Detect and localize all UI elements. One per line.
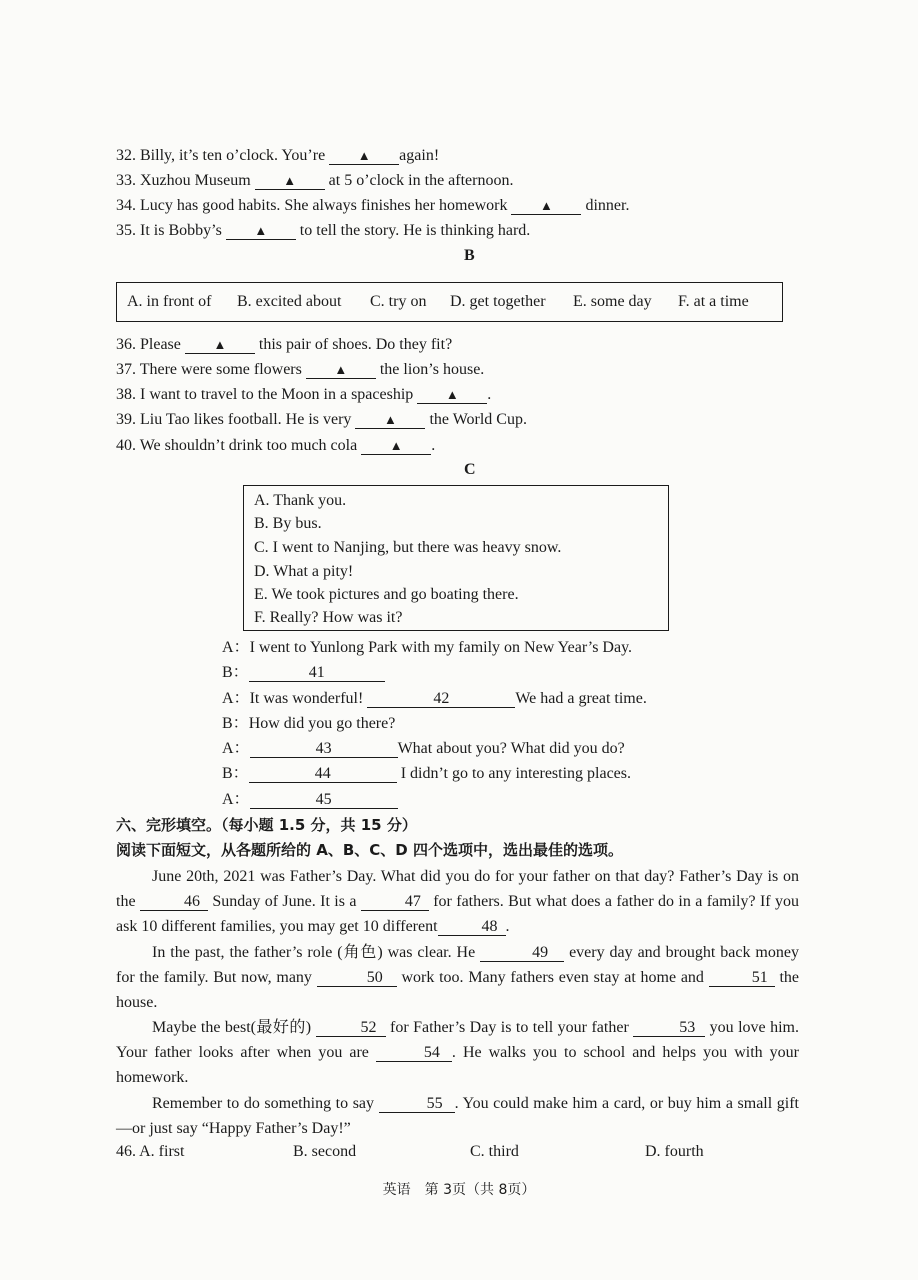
dialogue-line	[222, 663, 385, 683]
question-text: .	[487, 386, 492, 403]
triangle-mark: ▲	[540, 198, 553, 213]
question-text: to tell the story. He is thinking hard.	[295, 222, 531, 239]
dialogue-line	[222, 790, 398, 810]
speaker-label: B：	[222, 765, 249, 782]
option-b: B. excited about	[237, 293, 342, 310]
answer-blank-50[interactable]: 50	[317, 969, 397, 987]
answer-blank-41[interactable]: 41	[249, 664, 385, 682]
answer-blank[interactable]	[306, 361, 376, 379]
question-number: 46.	[116, 1143, 136, 1160]
passage-text: Remember to do something to say	[152, 1095, 379, 1112]
speaker-label: A：	[222, 791, 250, 808]
answer-blank-47[interactable]: 47	[361, 893, 429, 911]
question-46	[116, 1142, 184, 1162]
passage-text: .	[505, 918, 510, 935]
question-text: this pair of shoes. Do they fit?	[254, 336, 453, 353]
question-38	[116, 385, 491, 405]
question-text: 40. We shouldn’t drink too much cola	[116, 437, 362, 454]
question-text: 37. There were some flowers	[116, 361, 306, 378]
passage-paragraph-1	[116, 864, 799, 939]
dialogue-text: We had a great time.	[515, 690, 647, 707]
answer-blank[interactable]	[511, 197, 581, 215]
answer-blank-48[interactable]: 48	[438, 918, 506, 936]
passage-text: the house.	[116, 969, 800, 1011]
option-b: B. By bus.	[254, 515, 322, 532]
triangle-mark: ▲	[213, 337, 227, 352]
question-33	[116, 171, 513, 191]
section-b-heading: B	[464, 247, 475, 264]
question-text: dinner.	[581, 197, 630, 214]
dialogue-text: It was wonderful!	[249, 690, 368, 707]
question-text: 38. I want to travel to the Moon in a spaceship	[116, 386, 418, 403]
passage-text: for Father’s Day is to tell your father	[385, 1019, 634, 1036]
option-c: C. I went to Nanjing, but there was heavy snow.	[254, 539, 562, 556]
speaker-label: A：	[222, 740, 250, 757]
option-a: A. in front of	[127, 293, 212, 310]
answer-blank[interactable]	[226, 222, 296, 240]
section-six-title: 六、完形填空。（每小题 1.5 分，共 15 分）	[116, 816, 417, 834]
answer-blank-55[interactable]: 55	[379, 1095, 455, 1113]
answer-blank-44[interactable]: 44	[249, 765, 397, 783]
answer-blank[interactable]	[185, 336, 255, 354]
answer-blank-46[interactable]: 46	[140, 893, 208, 911]
option-c: C. third	[470, 1143, 519, 1160]
dialogue-text: I didn’t go to any interesting places.	[396, 765, 632, 782]
question-39	[116, 410, 527, 430]
passage-text: In the past, the father’s role (角色) was clear. He	[152, 944, 481, 961]
section-c-heading: C	[464, 461, 476, 478]
option-a: A. first	[139, 1143, 185, 1160]
passage-paragraph-4	[116, 1091, 799, 1141]
question-text: the lion’s house.	[375, 361, 485, 378]
passage-text: Maybe the best(最好的)	[152, 1019, 316, 1036]
passage-text: June 20th, 2021 was Father’s Day. What did you do for your father on that day? Father’s Day is on the	[116, 868, 799, 910]
passage-text: work too. Many fathers even stay at home and	[396, 969, 709, 986]
option-f: F. Really? How was it?	[254, 609, 403, 626]
triangle-mark: ▲	[283, 173, 297, 188]
passage-paragraph-2	[116, 940, 799, 1015]
section-six-instruction: 阅读下面短文，从各题所给的 A、B、C、D 四个选项中，选出最佳的选项。	[116, 841, 623, 859]
question-36	[116, 335, 452, 355]
answer-blank-54[interactable]: 54	[376, 1044, 452, 1062]
option-f: F. at a time	[678, 293, 749, 310]
option-c: C. try on	[370, 293, 427, 310]
question-text: again!	[399, 147, 440, 164]
dialogue-line	[222, 739, 625, 759]
question-text: 33. Xuzhou Museum	[116, 172, 255, 189]
speaker-label: B：	[222, 664, 249, 681]
triangle-mark: ▲	[357, 148, 371, 163]
question-35	[116, 221, 530, 241]
passage-paragraph-3	[116, 1015, 799, 1090]
speaker-label: A：	[222, 690, 250, 707]
answer-blank[interactable]	[355, 411, 425, 429]
option-e: E. some day	[573, 293, 652, 310]
triangle-mark: ▲	[445, 387, 459, 402]
section-c-options-box	[243, 485, 669, 631]
question-text: at 5 o’clock in the afternoon.	[324, 172, 514, 189]
dialogue-line	[222, 689, 647, 709]
section-b-options-box	[116, 282, 783, 322]
question-32	[116, 146, 439, 166]
option-d: D. get together	[450, 293, 546, 310]
question-text: 35. It is Bobby’s	[116, 222, 226, 239]
answer-blank-53[interactable]: 53	[633, 1019, 705, 1037]
answer-blank-51[interactable]: 51	[709, 969, 775, 987]
speaker-label: A：	[222, 639, 250, 656]
option-e: E. We took pictures and go boating there.	[254, 586, 519, 603]
option-d: D. fourth	[645, 1143, 704, 1160]
triangle-mark: ▲	[334, 362, 348, 377]
passage-text: . He walks you to school and helps you with your homework.	[116, 1044, 800, 1086]
dialogue-text: I went to Yunlong Park with my family on New Year’s Day.	[249, 639, 633, 656]
question-text: 39. Liu Tao likes football. He is very	[116, 411, 356, 428]
answer-blank-43[interactable]: 43	[250, 740, 398, 758]
option-b: B. second	[293, 1143, 357, 1160]
page-footer: 英语 第 3页（共 8页）	[382, 1182, 536, 1198]
dialogue-line	[222, 714, 395, 734]
answer-blank-52[interactable]: 52	[316, 1019, 386, 1037]
option-a: A. Thank you.	[254, 492, 347, 509]
answer-blank-42[interactable]: 42	[367, 690, 515, 708]
triangle-mark: ▲	[384, 412, 397, 427]
question-text: .	[431, 437, 436, 454]
question-40	[116, 436, 435, 456]
passage-text: for fathers. But what does a father do in a family? If you ask 10 different families, you may get 10 different	[116, 893, 800, 935]
passage-text: every day and brought back money for the family. But now, many	[116, 944, 799, 986]
answer-blank[interactable]	[361, 437, 431, 455]
dialogue-text: How did you go there?	[248, 715, 396, 732]
answer-blank[interactable]	[255, 172, 325, 190]
answer-blank-45[interactable]: 45	[250, 791, 398, 809]
question-37	[116, 360, 484, 380]
option-d: D. What a pity!	[254, 563, 354, 580]
question-text: 34. Lucy has good habits. She always finishes her homework	[116, 197, 512, 214]
question-text: 32. Billy, it’s ten o’clock. You’re	[116, 147, 330, 164]
question-text: 36. Please	[116, 336, 185, 353]
dialogue-text: What about you? What did you do?	[397, 740, 625, 757]
answer-blank[interactable]	[417, 386, 487, 404]
speaker-label: B：	[222, 715, 249, 732]
passage-text: you love him. Your father looks after when you are	[116, 1019, 799, 1061]
answer-blank[interactable]	[329, 147, 399, 165]
question-34	[116, 196, 629, 216]
answer-blank-49[interactable]: 49	[480, 944, 564, 962]
question-text: the World Cup.	[425, 411, 527, 428]
passage-text: . You could make him a card, or buy him a small gift —or just say “Happy Father’s Day!”	[116, 1095, 800, 1137]
dialogue-line	[222, 638, 632, 658]
passage-text: Sunday of June. It is a	[207, 893, 361, 910]
triangle-mark: ▲	[389, 438, 403, 453]
dialogue-line	[222, 764, 631, 784]
triangle-mark: ▲	[254, 223, 268, 238]
